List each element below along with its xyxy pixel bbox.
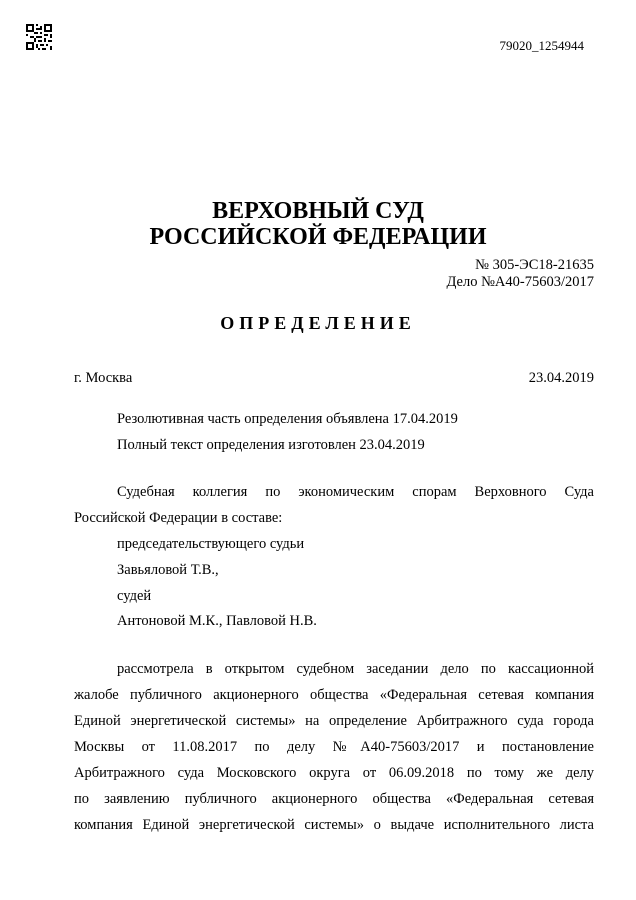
body-line5: Арбитражного суда Московского округа от 06.09.2018 по тому же делу — [74, 765, 594, 781]
case-number: № 305-ЭС18-21635 — [475, 257, 594, 273]
qr-code-icon — [26, 24, 52, 50]
panel-line1: Судебная коллегия по экономическим спорам Верховного Суда — [117, 484, 594, 500]
document-date: 23.04.2019 — [528, 370, 594, 386]
court-name-line1: ВЕРХОВНЫЙ СУД — [212, 198, 424, 224]
panel-line2: Российской Федерации в составе: — [74, 510, 283, 526]
body-line6: по заявлению публичного акционерного общества «Федеральная сетевая — [74, 791, 594, 807]
panel-line5: судей — [117, 588, 152, 604]
panel-line4: Завьяловой Т.В., — [117, 562, 219, 578]
document-id: 79020_1254944 — [499, 38, 584, 53]
body-line2: жалобе публичного акционерного общества «Федеральная сетевая компания — [74, 687, 594, 703]
court-name-line2: РОССИЙСКОЙ ФЕДЕРАЦИИ — [149, 224, 487, 250]
announcement-line2: Полный текст определения изготовлен 23.04.2019 — [117, 437, 425, 453]
body-line7: компания Единой энергетической системы» о выдаче исполнительного листа — [74, 817, 594, 833]
body-line3: Единой энергетической системы» на определение Арбитражного суда города — [74, 713, 594, 729]
delo-number: Дело №А40-75603/2017 — [446, 274, 594, 290]
city: г. Москва — [74, 370, 133, 386]
document-type-heading: ОПРЕДЕЛЕНИЕ — [220, 313, 416, 333]
announcement-line1: Резолютивная часть определения объявлена 17.04.2019 — [117, 411, 458, 427]
panel-line3: председательствующего судьи — [117, 536, 305, 552]
body-line4: Москвы от 11.08.2017 по делу №А40-75603/2017 и постановление — [74, 739, 594, 755]
panel-line6: Антоновой М.К., Павловой Н.В. — [117, 613, 317, 629]
body-line1: рассмотрела в открытом судебном заседании дело по кассационной — [117, 661, 594, 677]
